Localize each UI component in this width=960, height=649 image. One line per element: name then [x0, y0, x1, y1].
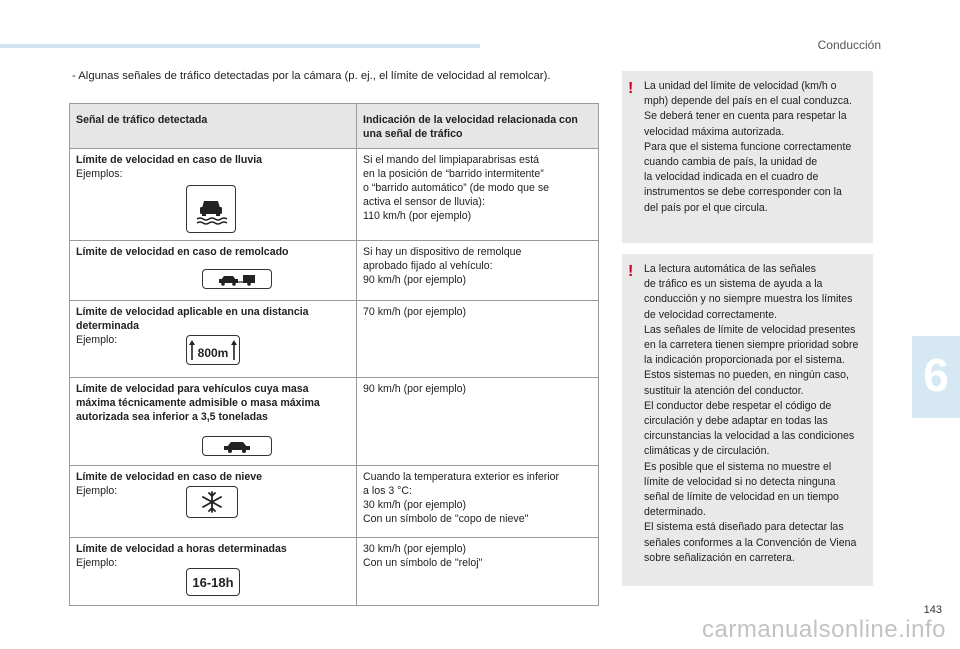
speed-indication: Cuando la temperatura exterior es inferior a los 3 °C: 30 km/h (por ejemplo) Con un símbolo de "copo de nieve" [363, 471, 560, 525]
sign-name: Límite de velocidad aplicable en una distancia determinada [76, 306, 309, 332]
examples-label: Ejemplo: [76, 557, 118, 569]
speed-indication: Si hay un dispositivo de remolque aprobado fijado al vehículo: 90 km/h (por ejemplo) [363, 246, 522, 286]
sign-name: Límite de velocidad para vehículos cuya masa máxima técnicamente admisible o masa máxima autorizada sea inferior a 3,5 toneladas [76, 383, 320, 423]
speed-indication: Si el mando del limpiaparabrisas está en la posición de “barrido intermitente” o “barrido automático” (de modo que se activa el sensor de lluvia): 110 km/h (por ejemplo) [363, 154, 550, 222]
section-title: Conducción [817, 38, 881, 52]
traffic-sign-table [69, 103, 599, 606]
table-row [70, 241, 599, 301]
snowflake-icon [186, 486, 238, 518]
car-icon [202, 436, 272, 456]
chapter-number: 6 [923, 349, 949, 401]
exclamation-icon: ! [628, 263, 634, 280]
sign-text: 800m [197, 346, 229, 360]
sign-name: Límite de velocidad a horas determinadas [76, 543, 287, 555]
table-row [70, 466, 599, 538]
warning-box [622, 254, 873, 586]
examples-label: Ejemplo: [76, 485, 118, 497]
exclamation-icon: ! [628, 80, 634, 97]
warning-box [622, 71, 873, 243]
watermark: carmanualsonline.info [702, 616, 946, 643]
sign-text: 16-18h [192, 575, 234, 590]
distance-arrows-icon [186, 335, 240, 365]
speed-indication: 90 km/h (por ejemplo) [363, 383, 467, 395]
intro-text: - Algunas señales de tráfico detectadas por la cámara (p. ej., el límite de velocidad al remolcar). [72, 70, 551, 82]
warning-text: La lectura automática de las señales de tráfico es un sistema de ayuda a la conducción y no siempre muestra los límites de velocidad correctamente. Las señales de límite de velocidad presentes en la carretera tienen siempre prioridad sobre la indicación proporcionada por el sistema. Estos sistemas no pueden, en ningún caso, sustituir la atención del conductor. El conductor debe respetar el código de circulación y debe adaptar en todas las circunstancias la velocidad a las condiciones climáticas y de circulación. Es posible que el sistema no muestre el límite de velocidad si no detecta ninguna señal de límite de velocidad en un tiempo determinado. El sistema está diseñado para detectar las señales conformes a la Convención de Viena sobre señalización en carretera. [644, 263, 859, 564]
table-header-row [70, 104, 599, 149]
car-on-wet-road-icon [186, 185, 236, 233]
table-row [70, 301, 599, 378]
page-number: 143 [923, 604, 942, 616]
column-header: Indicación de la velocidad relacionada con una señal de tráfico [357, 104, 599, 149]
column-header: Señal de tráfico detectada [70, 104, 357, 149]
speed-indication: 30 km/h (por ejemplo) Con un símbolo de "reloj" [363, 543, 483, 569]
sign-name: Límite de velocidad en caso de remolcado [76, 246, 289, 258]
table-row [70, 149, 599, 241]
examples-label: Ejemplos: [76, 168, 123, 180]
header-accent-bar [0, 44, 480, 48]
examples-label: Ejemplo: [76, 334, 118, 346]
chapter-tab [912, 336, 960, 418]
car-with-trailer-icon [202, 269, 272, 289]
sign-name: Límite de velocidad en caso de nieve [76, 471, 263, 483]
warning-text: La unidad del límite de velocidad (km/h o mph) depende del país en el cual conduzca. Se deberá tener en cuenta para respetar la velocidad máxima autorizada. Para que el sistema funcione correctamente cuando cambia de país, la unidad de la velocidad indicada en el cuadro de instrumentos se debe corresponder con la del país por el que circula. [644, 80, 852, 214]
time-range-icon [186, 568, 240, 596]
speed-indication: 70 km/h (por ejemplo) [363, 306, 467, 318]
sign-name: Límite de velocidad en caso de lluvia [76, 154, 263, 166]
table-row [70, 378, 599, 466]
table-row [70, 538, 599, 606]
